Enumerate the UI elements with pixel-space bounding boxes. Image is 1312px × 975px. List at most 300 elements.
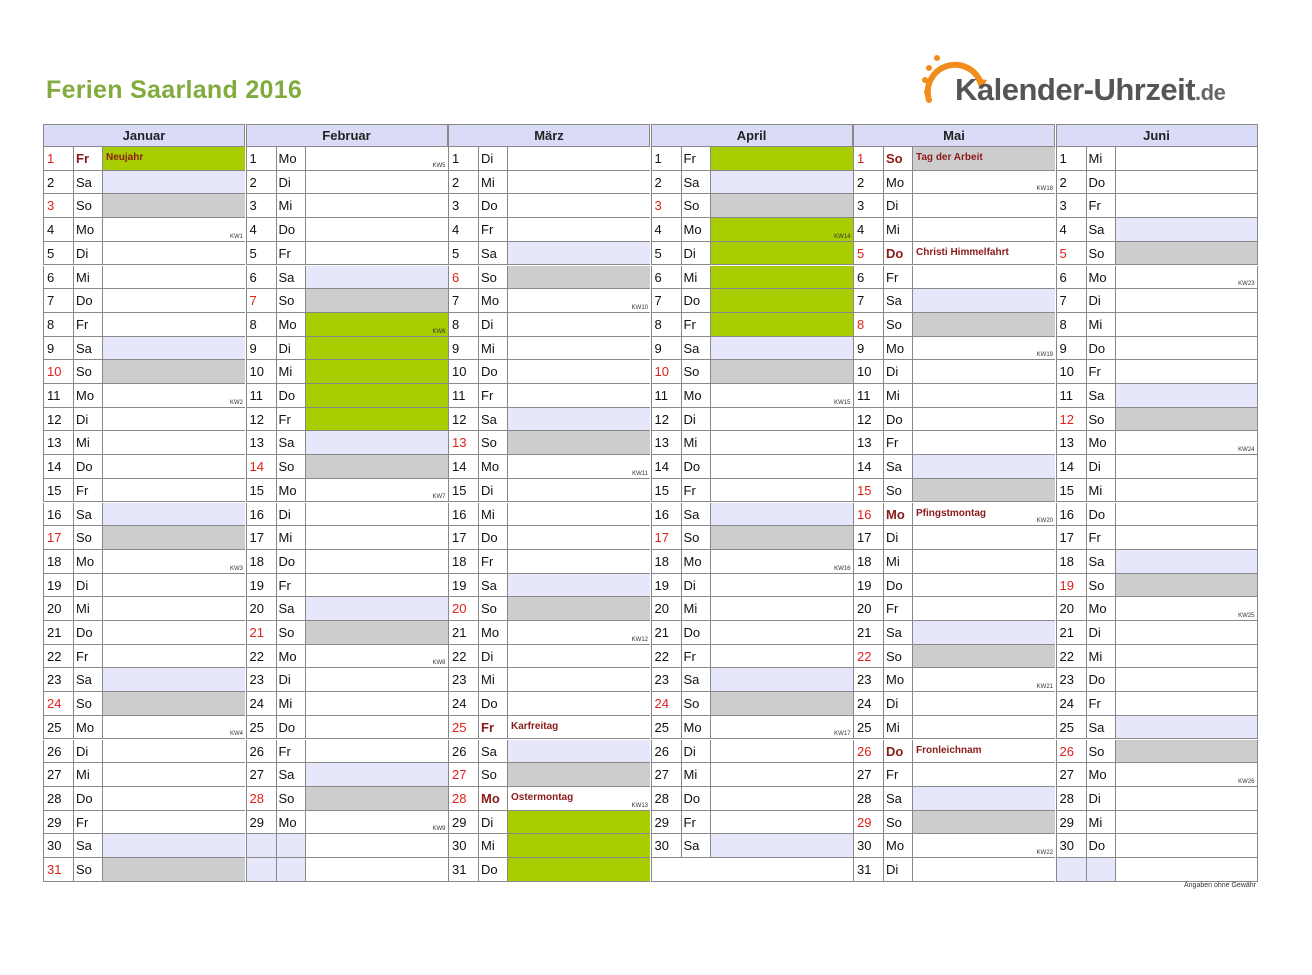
day-note <box>103 360 245 383</box>
day-number: 8 <box>652 313 682 336</box>
weekday: Do <box>1087 171 1116 194</box>
day-number: 24 <box>44 692 74 715</box>
weekday: Di <box>479 313 508 336</box>
week-number: KW17 <box>834 731 851 738</box>
day-note <box>508 526 650 549</box>
day-row <box>246 597 448 621</box>
day-note <box>913 597 1055 620</box>
weekday: Mo <box>74 550 103 573</box>
day-number: 2 <box>247 171 277 194</box>
day-number: 11 <box>652 384 682 407</box>
weekday: Mo <box>277 147 306 170</box>
day-number: 9 <box>652 337 682 360</box>
weekday: Sa <box>884 621 913 644</box>
weekday: Do <box>1087 668 1116 691</box>
month-header: Februar <box>246 124 448 147</box>
month-header: Mai <box>853 124 1055 147</box>
day-number: 21 <box>247 621 277 644</box>
week-number: KW2 <box>229 399 243 406</box>
weekday: So <box>479 431 508 454</box>
weekday: So <box>1087 740 1116 763</box>
weekday: Sa <box>479 242 508 265</box>
day-row <box>246 811 448 835</box>
day-number: 4 <box>854 218 884 241</box>
weekday: Fr <box>479 550 508 573</box>
day-row <box>853 716 1055 740</box>
weekday: Fr <box>682 313 711 336</box>
day-number: 6 <box>652 266 682 289</box>
day-note <box>711 740 853 763</box>
day-row <box>651 479 853 503</box>
day-number <box>247 858 277 881</box>
day-note <box>913 360 1055 383</box>
day-note <box>1116 194 1257 217</box>
day-note <box>913 811 1055 834</box>
day-note <box>1116 218 1257 241</box>
day-note <box>1116 526 1257 549</box>
weekday: So <box>1087 242 1116 265</box>
day-number: 3 <box>247 194 277 217</box>
day-note <box>1116 763 1257 786</box>
day-number: 25 <box>854 716 884 739</box>
day-note <box>913 384 1055 407</box>
day-number: 31 <box>449 858 479 881</box>
day-row <box>853 645 1055 669</box>
weekday: Di <box>682 574 711 597</box>
day-row <box>246 242 448 266</box>
weekday: Di <box>682 242 711 265</box>
day-number: 17 <box>449 526 479 549</box>
day-note <box>711 526 853 549</box>
week-number: KW6 <box>432 328 446 335</box>
day-note <box>711 242 853 265</box>
weekday: Mi <box>74 597 103 620</box>
day-number: 19 <box>44 574 74 597</box>
day-row <box>651 574 853 598</box>
day-number: 18 <box>652 550 682 573</box>
day-note <box>1116 574 1257 597</box>
day-row <box>448 194 650 218</box>
day-row <box>246 313 448 337</box>
day-number: 15 <box>44 479 74 502</box>
day-number: 5 <box>247 242 277 265</box>
day-row <box>853 431 1055 455</box>
day-row <box>43 834 245 858</box>
day-row <box>651 716 853 740</box>
day-number: 15 <box>652 479 682 502</box>
day-note <box>103 550 245 573</box>
weekday: Do <box>74 787 103 810</box>
day-number: 4 <box>247 218 277 241</box>
day-row <box>651 503 853 527</box>
day-row <box>853 597 1055 621</box>
day-row <box>246 171 448 195</box>
weekday: So <box>884 313 913 336</box>
day-note <box>913 337 1055 360</box>
day-row <box>448 550 650 574</box>
day-row <box>448 574 650 598</box>
day-row <box>1056 218 1258 242</box>
day-note <box>1116 550 1257 573</box>
weekday: Sa <box>479 740 508 763</box>
weekday: So <box>682 360 711 383</box>
day-note <box>508 455 650 478</box>
day-row <box>43 503 245 527</box>
day-number: 2 <box>44 171 74 194</box>
day-note <box>306 858 448 881</box>
day-note <box>711 313 853 336</box>
weekday: So <box>74 194 103 217</box>
day-note <box>508 313 650 336</box>
day-number: 19 <box>247 574 277 597</box>
weekday: Sa <box>479 574 508 597</box>
weekday: Di <box>479 147 508 170</box>
day-row <box>1056 621 1258 645</box>
weekday: Mi <box>1087 645 1116 668</box>
day-row <box>651 621 853 645</box>
day-number: 20 <box>1057 597 1087 620</box>
day-note <box>306 360 448 383</box>
weekday: Mo <box>1087 763 1116 786</box>
day-note <box>306 194 448 217</box>
day-number: 25 <box>449 716 479 739</box>
day-row <box>448 716 650 740</box>
day-row <box>853 574 1055 598</box>
weekday: Mo <box>884 171 913 194</box>
weekday: Mo <box>277 479 306 502</box>
week-number: KW7 <box>432 494 446 501</box>
day-row <box>448 621 650 645</box>
day-number: 27 <box>44 763 74 786</box>
day-row <box>43 550 245 574</box>
day-row <box>1056 526 1258 550</box>
day-row <box>853 668 1055 692</box>
week-number: KW5 <box>432 162 446 169</box>
week-number: KW3 <box>229 565 243 572</box>
weekday: Fr <box>74 645 103 668</box>
weekday: Di <box>277 171 306 194</box>
day-note <box>103 337 245 360</box>
weekday: Mo <box>479 787 508 810</box>
weekday: Do <box>884 740 913 763</box>
day-number: 6 <box>1057 266 1087 289</box>
weekday: Mi <box>884 550 913 573</box>
day-row <box>651 384 853 408</box>
weekday: Di <box>277 668 306 691</box>
weekday: So <box>74 526 103 549</box>
day-row <box>43 763 245 787</box>
day-note <box>103 692 245 715</box>
day-note <box>1116 716 1257 739</box>
weekday: Mi <box>682 431 711 454</box>
day-number: 8 <box>247 313 277 336</box>
day-note <box>508 408 650 431</box>
day-note <box>306 645 448 668</box>
weekday: Mi <box>884 218 913 241</box>
day-number: 21 <box>652 621 682 644</box>
day-row <box>1056 668 1258 692</box>
day-note <box>103 194 245 217</box>
day-row <box>246 337 448 361</box>
weekday <box>277 834 306 857</box>
day-row <box>448 147 650 171</box>
weekday: Mi <box>479 834 508 857</box>
day-number: 1 <box>1057 147 1087 170</box>
day-row <box>448 597 650 621</box>
day-note <box>913 668 1055 691</box>
weekday: Do <box>1087 503 1116 526</box>
weekday: So <box>1087 408 1116 431</box>
weekday <box>1087 858 1116 881</box>
day-row <box>1056 550 1258 574</box>
day-note <box>711 171 853 194</box>
day-number: 12 <box>247 408 277 431</box>
day-number: 18 <box>247 550 277 573</box>
day-note <box>711 337 853 360</box>
day-number: 29 <box>247 811 277 834</box>
day-row <box>853 218 1055 242</box>
day-row <box>1056 597 1258 621</box>
day-row <box>448 313 650 337</box>
day-number: 17 <box>1057 526 1087 549</box>
day-note <box>1116 171 1257 194</box>
day-note <box>711 384 853 407</box>
day-note <box>306 337 448 360</box>
day-number: 23 <box>44 668 74 691</box>
weekday: Di <box>74 242 103 265</box>
day-number: 27 <box>1057 763 1087 786</box>
weekday: Di <box>884 858 913 881</box>
weekday: Mi <box>479 171 508 194</box>
day-row <box>43 408 245 432</box>
day-number: 1 <box>854 147 884 170</box>
day-number: 13 <box>1057 431 1087 454</box>
day-row <box>1056 834 1258 858</box>
day-row <box>853 479 1055 503</box>
weekday: Fr <box>1087 526 1116 549</box>
day-note <box>103 408 245 431</box>
day-row <box>853 313 1055 337</box>
weekday: Sa <box>277 431 306 454</box>
day-note <box>1116 337 1257 360</box>
day-row <box>448 218 650 242</box>
day-number: 31 <box>854 858 884 881</box>
day-number: 20 <box>854 597 884 620</box>
day-note <box>508 147 650 170</box>
day-row <box>651 408 853 432</box>
day-row <box>448 360 650 384</box>
day-number: 26 <box>449 740 479 763</box>
day-note <box>913 645 1055 668</box>
holiday-name: Karfreitag <box>511 720 559 732</box>
weekday: Mo <box>682 550 711 573</box>
day-note <box>711 811 853 834</box>
day-row <box>1056 360 1258 384</box>
weekday: Sa <box>277 266 306 289</box>
day-row <box>651 147 853 171</box>
week-number: KW21 <box>1036 684 1053 691</box>
day-note <box>913 313 1055 336</box>
day-note <box>103 716 245 739</box>
weekday: So <box>884 645 913 668</box>
weekday: Mo <box>277 645 306 668</box>
day-number: 12 <box>854 408 884 431</box>
day-note <box>913 408 1055 431</box>
day-row <box>43 384 245 408</box>
weekday: Sa <box>277 763 306 786</box>
weekday: So <box>277 455 306 478</box>
day-row <box>448 408 650 432</box>
day-row <box>246 692 448 716</box>
weekday <box>277 858 306 881</box>
day-note <box>1116 147 1257 170</box>
weekday: Di <box>277 503 306 526</box>
day-row <box>43 337 245 361</box>
logo[interactable] <box>919 44 1249 114</box>
day-row <box>43 811 245 835</box>
day-number: 23 <box>1057 668 1087 691</box>
day-row <box>651 597 853 621</box>
day-note <box>103 313 245 336</box>
weekday: Do <box>74 289 103 312</box>
day-row <box>448 858 650 882</box>
day-row <box>853 550 1055 574</box>
weekday: Do <box>74 621 103 644</box>
weekday: Di <box>479 479 508 502</box>
day-row <box>43 740 245 764</box>
weekday: Mi <box>74 266 103 289</box>
day-row <box>1056 408 1258 432</box>
weekday: Sa <box>884 787 913 810</box>
day-note <box>1116 455 1257 478</box>
day-note <box>508 171 650 194</box>
day-number: 27 <box>247 763 277 786</box>
day-row <box>448 479 650 503</box>
weekday: Mo <box>479 289 508 312</box>
day-number: 2 <box>652 171 682 194</box>
day-note <box>103 597 245 620</box>
week-number: KW25 <box>1238 612 1255 619</box>
weekday: Mo <box>1087 431 1116 454</box>
day-number: 8 <box>1057 313 1087 336</box>
day-note <box>306 621 448 644</box>
day-number: 10 <box>652 360 682 383</box>
day-note <box>711 218 853 241</box>
day-row <box>43 597 245 621</box>
day-row <box>43 621 245 645</box>
weekday: Sa <box>682 171 711 194</box>
weekday: Di <box>1087 787 1116 810</box>
day-note <box>913 858 1055 881</box>
weekday: Mo <box>74 384 103 407</box>
day-row <box>853 266 1055 290</box>
day-note <box>913 194 1055 217</box>
weekday: Mi <box>884 716 913 739</box>
weekday: Mi <box>277 692 306 715</box>
day-row <box>1056 289 1258 313</box>
weekday: So <box>884 811 913 834</box>
day-note <box>306 479 448 502</box>
day-note <box>306 266 448 289</box>
weekday: Di <box>479 811 508 834</box>
day-note <box>1116 431 1257 454</box>
day-number: 11 <box>449 384 479 407</box>
day-number: 17 <box>247 526 277 549</box>
day-note <box>103 740 245 763</box>
day-row <box>651 763 853 787</box>
day-number: 5 <box>1057 242 1087 265</box>
day-number <box>1057 858 1087 881</box>
day-note <box>508 811 650 834</box>
day-row <box>246 289 448 313</box>
day-number: 1 <box>652 147 682 170</box>
weekday: Do <box>682 455 711 478</box>
day-note <box>306 147 448 170</box>
day-number: 25 <box>44 716 74 739</box>
day-row <box>853 621 1055 645</box>
day-number: 16 <box>652 503 682 526</box>
weekday: Sa <box>74 834 103 857</box>
day-note <box>306 811 448 834</box>
day-row <box>853 194 1055 218</box>
day-row <box>651 313 853 337</box>
day-row <box>246 147 448 171</box>
day-row <box>651 242 853 266</box>
day-note <box>306 313 448 336</box>
day-note <box>508 668 650 691</box>
day-number: 21 <box>854 621 884 644</box>
day-number: 4 <box>1057 218 1087 241</box>
day-note <box>508 692 650 715</box>
day-number: 18 <box>44 550 74 573</box>
day-row <box>651 337 853 361</box>
weekday: Do <box>479 692 508 715</box>
day-number: 11 <box>1057 384 1087 407</box>
day-row <box>1056 503 1258 527</box>
weekday: Sa <box>682 503 711 526</box>
day-row <box>853 337 1055 361</box>
day-row <box>448 692 650 716</box>
day-number: 16 <box>44 503 74 526</box>
day-note <box>913 526 1055 549</box>
day-number: 30 <box>449 834 479 857</box>
day-note <box>306 597 448 620</box>
day-number: 28 <box>449 787 479 810</box>
day-note <box>508 550 650 573</box>
day-row <box>853 503 1055 527</box>
day-number: 8 <box>44 313 74 336</box>
day-row <box>853 811 1055 835</box>
day-row <box>246 787 448 811</box>
day-note <box>1116 242 1257 265</box>
day-note <box>711 408 853 431</box>
day-number: 29 <box>449 811 479 834</box>
day-row <box>651 526 853 550</box>
day-note <box>103 503 245 526</box>
day-number: 5 <box>449 242 479 265</box>
day-row <box>246 526 448 550</box>
weekday: Sa <box>1087 550 1116 573</box>
weekday: Mi <box>277 360 306 383</box>
day-note <box>306 550 448 573</box>
day-row <box>43 526 245 550</box>
day-row <box>246 455 448 479</box>
day-number: 6 <box>449 266 479 289</box>
day-note <box>711 716 853 739</box>
day-note <box>1116 787 1257 810</box>
day-number: 23 <box>449 668 479 691</box>
week-number: KW19 <box>1036 352 1053 359</box>
